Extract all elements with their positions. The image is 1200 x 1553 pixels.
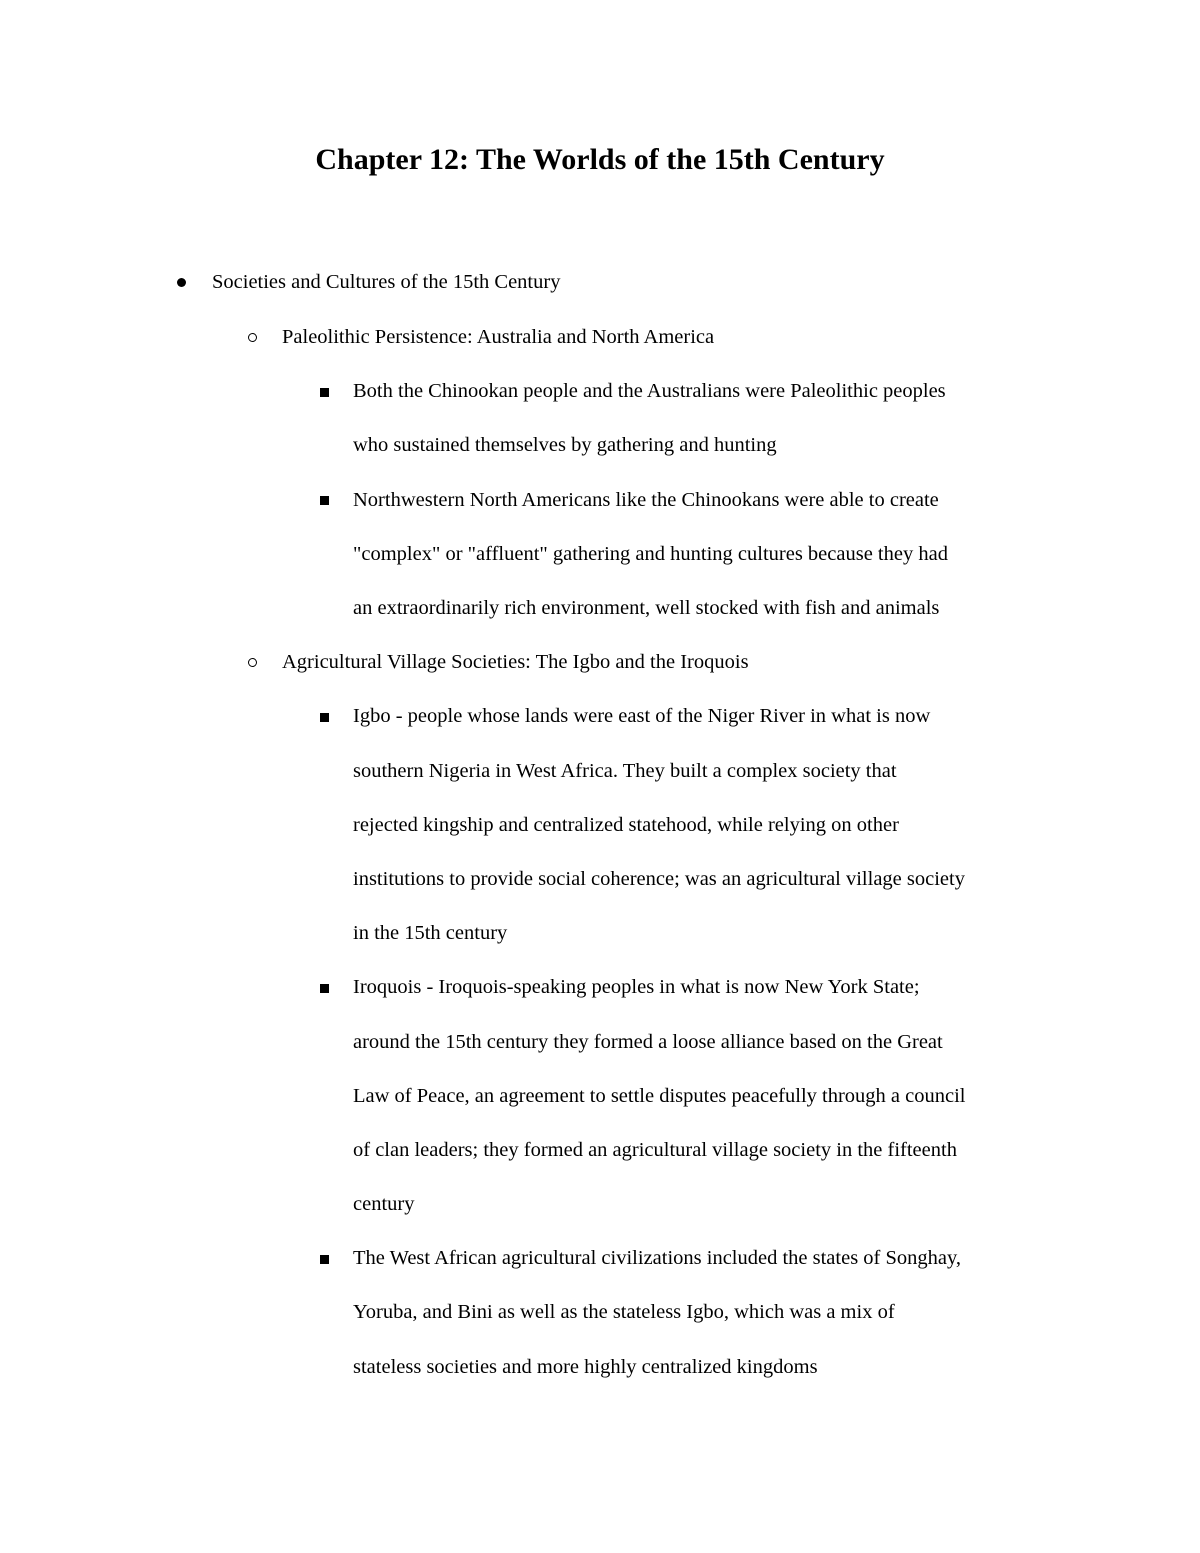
- level3-text-line: of clan leaders; they formed an agricultural village society in the fifteenth: [353, 1139, 957, 1161]
- level2-bullet: [248, 658, 257, 667]
- level3-bullet: [320, 388, 329, 397]
- level3-text-line: Yoruba, and Bini as well as the stateless Igbo, which was a mix of: [353, 1301, 895, 1323]
- level3-text-line: in the 15th century: [353, 922, 508, 944]
- level3-text-line: Igbo - people whose lands were east of the Niger River in what is now: [353, 705, 931, 727]
- level3-text-line: rejected kingship and centralized statehood, while relying on other: [353, 814, 899, 836]
- level2-text: Paleolithic Persistence: Australia and North America: [282, 326, 715, 348]
- page-title: Chapter 12: The Worlds of the 15th Century: [315, 143, 885, 176]
- level3-text-line: who sustained themselves by gathering and hunting: [353, 434, 777, 456]
- level3-text-line: "complex" or "affluent" gathering and hunting cultures because they had: [353, 543, 948, 565]
- level3-text-line: stateless societies and more highly centralized kingdoms: [353, 1356, 818, 1378]
- level3-text-line: century: [353, 1193, 415, 1215]
- level3-bullet: [320, 1255, 329, 1264]
- level3-text-line: Both the Chinookan people and the Australians were Paleolithic peoples: [353, 380, 946, 402]
- level3-text-line: Iroquois - Iroquois-speaking peoples in what is now New York State;: [353, 976, 920, 998]
- level3-text-line: Northwestern North Americans like the Chinookans were able to create: [353, 489, 939, 511]
- level3-text-line: an extraordinarily rich environment, well stocked with fish and animals: [353, 597, 940, 619]
- level3-text-line: Law of Peace, an agreement to settle disputes peacefully through a council: [353, 1085, 966, 1107]
- level3-text-line: The West African agricultural civilizations included the states of Songhay,: [353, 1247, 962, 1269]
- level3-text-line: around the 15th century they formed a loose alliance based on the Great: [353, 1031, 943, 1053]
- level3-text-line: southern Nigeria in West Africa. They built a complex society that: [353, 760, 897, 782]
- level3-bullet: [320, 713, 329, 722]
- level3-bullet: [320, 984, 329, 993]
- level3-bullet: [320, 496, 329, 505]
- level2-bullet: [248, 333, 257, 342]
- level1-text: Societies and Cultures of the 15th Century: [212, 271, 561, 293]
- level2-text: Agricultural Village Societies: The Igbo and the Iroquois: [282, 651, 749, 673]
- level3-text-line: institutions to provide social coherence; was an agricultural village society: [353, 868, 965, 890]
- level1-bullet: [177, 278, 186, 287]
